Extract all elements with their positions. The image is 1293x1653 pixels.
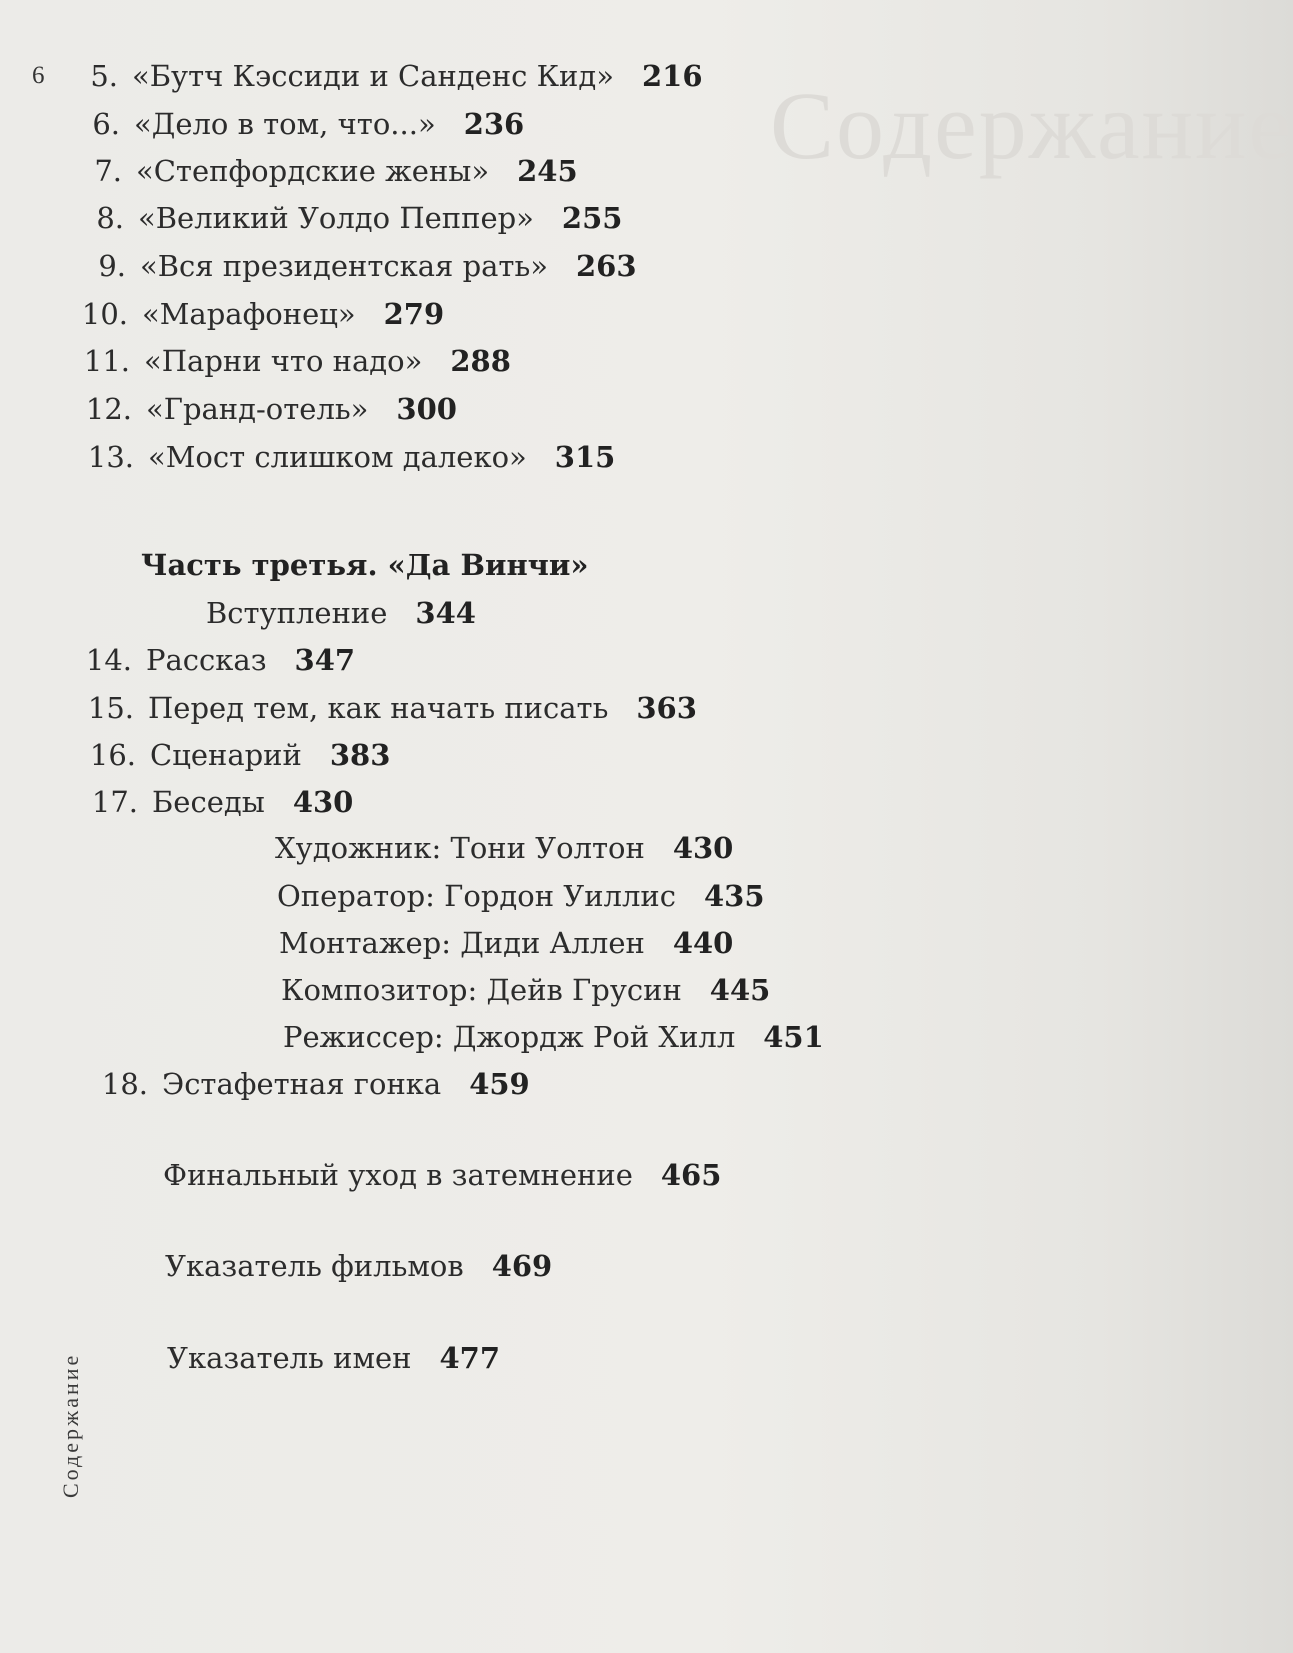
toc-subentry-conversation — [275, 830, 733, 866]
toc-entry-number: 7. — [94, 154, 122, 188]
toc-entry-title: Вступление — [206, 596, 388, 630]
toc-entry-title: «Мост слишком далеко» — [148, 440, 527, 474]
toc-entry-title: Сценарий — [150, 738, 302, 772]
toc-entry-11 — [82, 343, 511, 379]
toc-entry-title: Художник: Тони Уолтон — [275, 831, 645, 865]
toc-entry-page: 459 — [469, 1067, 530, 1101]
toc-entry-page: 288 — [450, 344, 511, 378]
toc-entry-5 — [70, 58, 703, 94]
toc-entry-page: 300 — [396, 392, 457, 426]
toc-entry-page: 245 — [517, 154, 578, 188]
toc-entry-title: «Великий Уолдо Пеппер» — [138, 201, 534, 235]
toc-entry-title: Композитор: Дейв Грусин — [281, 973, 682, 1007]
toc-entry-number: 14. — [85, 643, 132, 677]
toc-entry-16 — [88, 737, 390, 773]
toc-entry-page: 430 — [672, 831, 734, 865]
toc-entry-title: Указатель имен — [167, 1341, 412, 1375]
toc-entry-page: 279 — [383, 297, 445, 331]
toc-entry-title: Финальный уход в затемнение — [163, 1158, 633, 1192]
toc-entry-12 — [84, 391, 457, 427]
toc-subentry-conversation — [279, 925, 733, 961]
toc-entry-page: 383 — [329, 738, 391, 772]
toc-subentry-conversation — [277, 878, 765, 914]
toc-entry-title: «Бутч Кэссиди и Санденс Кид» — [132, 59, 614, 93]
part-three-heading: Часть третья. «Да Винчи» — [141, 548, 589, 582]
toc-entry-number: 8. — [96, 201, 124, 235]
toc-entry-9 — [78, 248, 637, 284]
toc-entry-title: «Степфордские жены» — [136, 154, 490, 188]
toc-entry-page: 440 — [672, 926, 734, 960]
toc-entry-number: 16. — [89, 738, 136, 772]
toc-entry-title: Рассказ — [146, 643, 267, 677]
toc-entry-title: Монтажер: Диди Аллен — [279, 926, 645, 960]
toc-entry-title: Перед тем, как начать писать — [148, 691, 609, 725]
toc-entry-17 — [90, 784, 353, 820]
page-number: 6 — [32, 62, 45, 89]
running-head: Содержание — [58, 1352, 83, 1498]
toc-entry-15 — [86, 690, 697, 726]
toc-entry-title: «Гранд-отель» — [146, 392, 369, 426]
toc-entry-page: 255 — [561, 201, 623, 235]
toc-subentry-conversation — [281, 972, 770, 1008]
toc-entry-title: Указатель фильмов — [165, 1249, 464, 1283]
toc-entry-number: 15. — [87, 691, 134, 725]
toc-entry-page: 469 — [491, 1249, 553, 1283]
toc-entry-page: 263 — [576, 249, 637, 283]
toc-entry-number: 17. — [91, 785, 138, 819]
toc-subentry-conversation — [283, 1019, 824, 1055]
toc-entry-14 — [84, 642, 355, 678]
toc-entry-page: 347 — [294, 643, 356, 677]
toc-entry-page: 216 — [641, 59, 703, 93]
toc-entry-number: 5. — [90, 59, 118, 93]
toc-entry-page: 451 — [763, 1020, 824, 1054]
toc-entry-number: 10. — [81, 297, 128, 331]
toc-entry-film-index — [165, 1248, 552, 1284]
toc-entry-final-fade — [163, 1157, 721, 1193]
toc-entry-title: Режиссер: Джордж Рой Хилл — [283, 1020, 736, 1054]
toc-entry-13 — [86, 439, 615, 475]
toc-entry-6 — [72, 106, 524, 142]
toc-entry-page: 344 — [415, 596, 476, 630]
toc-entry-title: «Вся президентская рать» — [140, 249, 548, 283]
toc-entry-8 — [76, 200, 622, 236]
toc-entry-title: Беседы — [152, 785, 265, 819]
toc-entry-page: 445 — [709, 973, 771, 1007]
toc-entry-number: 12. — [85, 392, 132, 426]
toc-entry-title: Эстафетная гонка — [162, 1067, 442, 1101]
toc-entry-number: 9. — [98, 249, 126, 283]
toc-entry-page: 477 — [439, 1341, 501, 1375]
bleed-through-title: Содержание — [770, 72, 1293, 179]
toc-entry-title: Оператор: Гордон Уиллис — [277, 879, 676, 913]
toc-entry-number: 11. — [83, 344, 130, 378]
toc-entry-page: 435 — [703, 879, 765, 913]
toc-entry-10 — [80, 296, 444, 332]
toc-entry-title: «Марафонец» — [142, 297, 356, 331]
toc-entry-page: 363 — [636, 691, 697, 725]
toc-entry-name-index — [167, 1340, 500, 1376]
toc-entry-number: 13. — [87, 440, 134, 474]
toc-entry-7 — [74, 153, 578, 189]
toc-entry-number: 18. — [101, 1067, 148, 1101]
toc-entry-title: «Дело в том, что...» — [134, 107, 436, 141]
toc-entry-page: 315 — [554, 440, 616, 474]
toc-entry-title: «Парни что надо» — [144, 344, 423, 378]
toc-entry-page: 430 — [292, 785, 354, 819]
toc-entry-page: 236 — [463, 107, 525, 141]
toc-entry-page: 465 — [660, 1158, 722, 1192]
toc-entry-18 — [100, 1066, 530, 1102]
toc-entry-intro — [206, 595, 476, 631]
toc-entry-number: 6. — [92, 107, 120, 141]
